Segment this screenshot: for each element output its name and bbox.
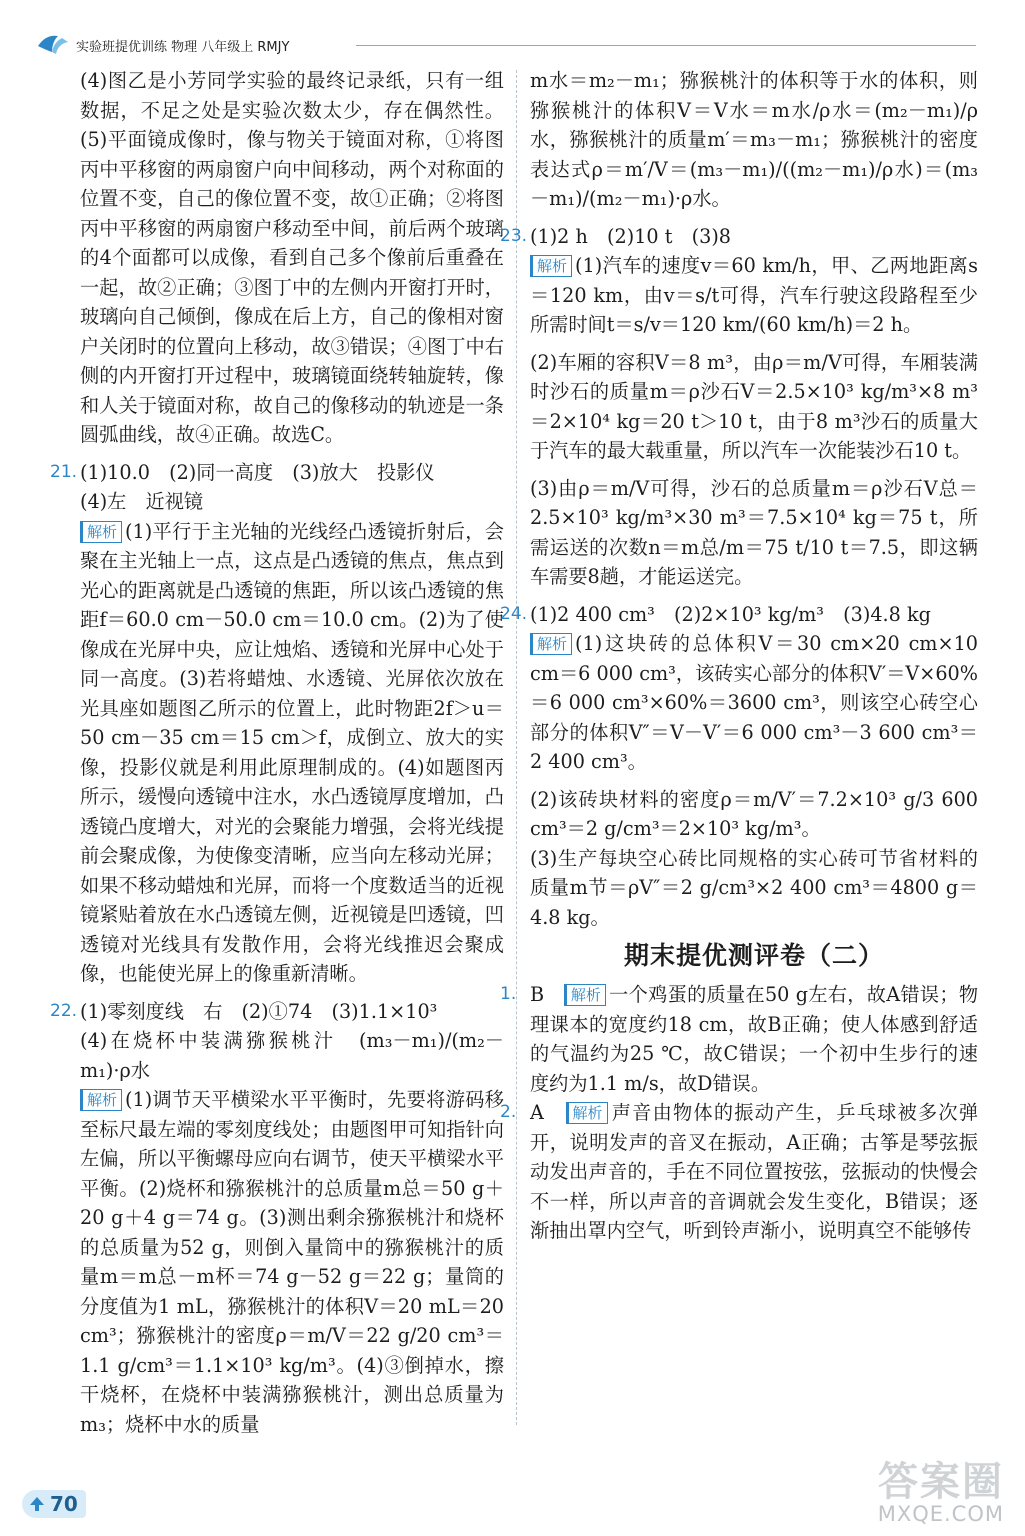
analysis-paragraph bbox=[530, 629, 978, 777]
analysis-paragraph bbox=[80, 517, 504, 989]
page-header bbox=[36, 30, 976, 60]
watermark-logo-text: 答案圈 bbox=[878, 1459, 1004, 1505]
left-column bbox=[50, 66, 504, 1439]
answer-line: (1)2 400 cm³ (2)2×10³ kg/m³ (3)4.8 kg bbox=[530, 602, 931, 626]
answer-choice: A bbox=[530, 1101, 544, 1124]
answer-line: (1)10.0 (2)同一高度 (3)放大 投影仪 bbox=[80, 460, 435, 484]
answer-line: (1)2 h (2)10 t (3)8 bbox=[530, 224, 732, 248]
question-number: 1. bbox=[500, 984, 517, 1004]
question-number: 21. bbox=[50, 461, 78, 482]
page-number-badge bbox=[22, 1490, 92, 1520]
analysis-paragraph: (2)车厢的容积V＝8 m³，由ρ＝m/V可得，车厢装满时沙石的质量m＝ρ沙石V＝2.5×10³ kg/m³×8 m³＝2×10⁴ kg＝20 t＞10 t，由于8 m³沙石的质量大于汽车的最大载重量，所以汽车一次能装沙石10 t。 bbox=[530, 350, 978, 462]
analysis-tag: 解析 bbox=[564, 984, 606, 1006]
analysis-text: (1)汽车的速度v＝60 km/h，甲、乙两地距离s＝120 km，由v＝s/t可得，汽车行驶这段路程至少所需时间t＝s/v＝120 km/(60 km/h)＝2 h。 bbox=[530, 254, 978, 336]
analysis-text: 一个鸡蛋的质量在50 g左右，故A错误；物理课本的宽度约18 cm，故B正确；使人体感到舒适的气温约为25 ℃，故C错误；一个初中生步行的速度约为1.1 m/s，故D错误。 bbox=[530, 983, 979, 1095]
analysis-tag: 解析 bbox=[530, 255, 572, 277]
analysis-tag: 解析 bbox=[80, 1089, 122, 1111]
question-24 bbox=[500, 600, 978, 933]
analysis-tag: 解析 bbox=[530, 633, 572, 655]
question-number: 23. bbox=[500, 225, 528, 246]
question-23 bbox=[500, 222, 978, 592]
analysis-paragraph bbox=[530, 251, 978, 340]
header-rule bbox=[356, 45, 976, 46]
analysis-paragraph: (3)由ρ＝m/V可得，沙石的总质量m＝ρ沙石V总＝2.5×10³ kg/m³×30 m³＝7.5×10⁴ kg＝75 t，所需运送的次数n＝m总/m＝75 t/10 t＝7.5，即这辆车需要8趟，才能运送完。 bbox=[530, 476, 978, 588]
analysis-paragraph: (3)生产每块空心砖比同规格的实心砖可节省材料的质量m节＝ρV″＝2 g/cm³×2 400 cm³＝4800 g＝4.8 kg。 bbox=[530, 846, 978, 929]
watermark bbox=[840, 1450, 1010, 1528]
right-column bbox=[500, 66, 979, 1246]
arrow-up-icon bbox=[28, 1495, 46, 1513]
watermark-url: MXQE.COM bbox=[877, 1502, 1004, 1526]
answer-analysis bbox=[530, 1098, 978, 1246]
answer-choice: B bbox=[530, 983, 545, 1006]
q22-continuation: m水＝m₂－m₁；猕猴桃汁的体积等于水的体积，则猕猴桃汁的体积V＝V水＝m水/ρ水＝(m₂－m₁)/ρ水，猕猴桃汁的质量m′＝m₃－m₁；猕猴桃汁的密度表达式ρ＝m′/V＝(m₃－m₁)/((m₂－m₁)/ρ水)＝(m₃－m₁)/(m₂－m₁)·ρ水。 bbox=[530, 69, 978, 210]
question-1 bbox=[500, 980, 979, 1098]
answer-line: (4)左 近视镜 bbox=[80, 490, 204, 513]
question-number: 2. bbox=[500, 1102, 517, 1122]
analysis-text: (1)平行于主光轴的光线经凸透镜折射后，会聚在主光轴上一点，这点是凸透镜的焦点，焦点到光心的距离就是凸透镜的焦距，所以该凸透镜的焦距f＝60.0 cm－50.0 cm＝10.0 cm。(2)为了使像成在光屏中央，应让烛焰、透镜和光屏中心处于同一高度。(3)若将蜡烛、水透镜、光屏依次放在光具座如题图乙所示的位置上，此时物距2f＞u＝50 cm－35 cm＝15 cm＞f，成倒立、放大的实像，投影仪就是利用此原理制成的。(4)如题图丙所示，缓慢向透镜中注水，水凸透镜厚度增加，凸透镜凸度增大，对光的会聚能力增强，会将光线提前会聚成像，为使像变清晰，应当向左移动光屏；如果不移动蜡烛和光屏，而将一个度数适当的近视镜紧贴着放在水凸透镜左侧，近视镜是凹透镜，凹透镜对光线具有发散作用，会将光线推迟会聚成像，也能使光屏上的像重新清晰。 bbox=[80, 519, 504, 985]
answer-line: (1)零刻度线 右 (2)①74 (3)1.1×10³ bbox=[80, 999, 438, 1023]
analysis-text: (1)这块砖的总体积V＝30 cm×20 cm×10 cm＝6 000 cm³，该砖实心部分的体积V′＝V×60%＝6 000 cm³×60%＝3600 cm³，则该空心砖空心部分的体积V″＝V－V′＝6 000 cm³－3 600 cm³＝2 400 cm³。 bbox=[530, 632, 978, 773]
answer-line: (4)在烧杯中装满猕猴桃汁 (m₃－m₁)/(m₂－m₁)·ρ水 bbox=[80, 1029, 504, 1082]
analysis-paragraph: (2)该砖块材料的密度ρ＝m/V′＝7.2×10³ g/3 600 cm³＝2 g/cm³＝2×10³ kg/m³。 bbox=[530, 787, 978, 840]
header-title: 实验班提优训练 物理 八年级上 RMJY bbox=[76, 40, 290, 55]
analysis-text: 声音由物体的振动产生，乒乓球被多次弹开，说明发声的音叉在振动，A正确；古筝是琴弦振动发出声音的，手在不同位置按弦，弦振动的快慢会不一样，所以声音的音调就会发生变化，B错误；逐渐抽出罩内空气，听到铃声渐小，说明真空不能够传 bbox=[530, 1101, 979, 1242]
page-number: 70 bbox=[50, 1492, 78, 1516]
analysis-text: (1)调节天平横梁水平平衡时，先要将游码移至标尺最左端的零刻度线处；由题图甲可知指针向左偏，所以平衡螺母应向右调节，使天平横梁水平平衡。(2)烧杯和猕猴桃汁的总质量m总＝50 g＋20 g＋4 g＝74 g。(3)测出剩余猕猴桃汁和烧杯的总质量为52 g，则倒入量筒中的猕猴桃汁的质量m＝m总－m杯＝74 g－52 g＝22 g；量筒的分度值为1 mL，猕猴桃汁的体积V＝20 mL＝20 cm³；猕猴桃汁的密度ρ＝m/V＝22 g/20 cm³＝1.1 g/cm³＝1.1×10³ kg/m³。(4)③倒掉水，擦干烧杯，在烧杯中装满猕猴桃汁，测出总质量为m₃；烧杯中水的质量 bbox=[80, 1088, 504, 1436]
book-logo-icon bbox=[36, 32, 70, 56]
question-22 bbox=[50, 997, 504, 1440]
answer-analysis bbox=[530, 980, 978, 1098]
analysis-paragraph bbox=[80, 1085, 504, 1439]
q20-continuation: (4)图乙是小芳同学实验的最终记录纸，只有一组数据，不足之处是实验次数太少，存在偶然性。(5)平面镜成像时，像与物关于镜面对称，①将图丙中平移窗的两扇窗户向中间移动，两个对称面的位置不变，自己的像位置不变，故①正确；②将图丙中平移窗的两扇窗户移动至中间，前后两个玻璃的4个面都可以成像，看到自己多个像前后重叠在一起，故②正确；③图丁中的左侧内开窗打开时，玻璃向自己倾倒，像成在后上方，自己的像相对窗户关闭时的位置向上移动，故③错误；④图丁中右侧的内开窗打开过程中，玻璃镜面绕转轴旋转，像和人关于镜面对称，故自己的像移动的轨迹是一条圆弧曲线，故④正确。故选C。 bbox=[80, 69, 504, 446]
question-2 bbox=[500, 1098, 979, 1246]
section-title: 期末提优测评卷（二） bbox=[623, 941, 884, 970]
column-divider bbox=[516, 70, 517, 1425]
question-number: 22. bbox=[50, 1000, 78, 1021]
question-21 bbox=[50, 458, 504, 989]
analysis-tag: 解析 bbox=[566, 1102, 608, 1124]
analysis-tag: 解析 bbox=[80, 521, 122, 543]
question-number: 24. bbox=[500, 603, 528, 624]
